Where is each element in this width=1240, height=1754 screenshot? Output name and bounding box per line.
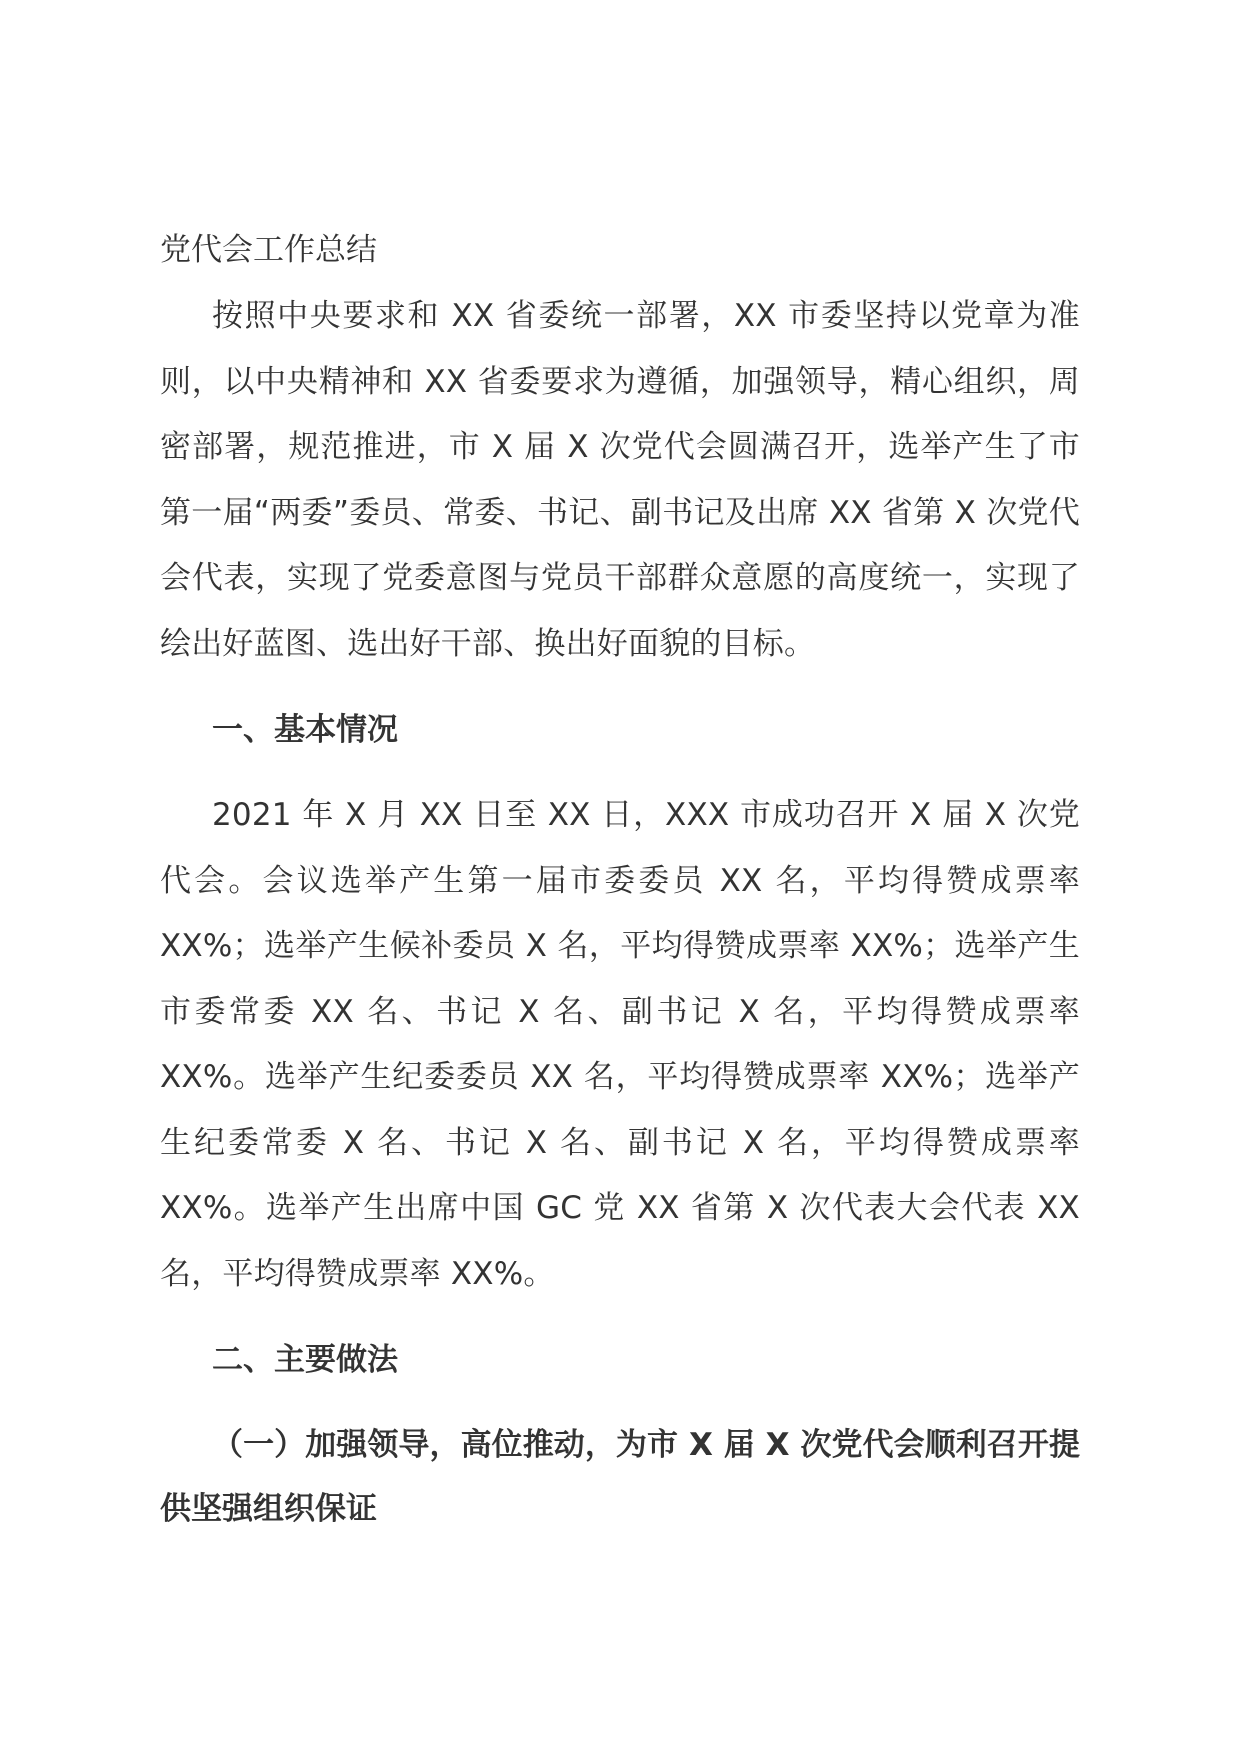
- subsection-heading-leadership: （一）加强领导，高位推动，为市 X 届 X 次党代会顺利召开提供坚强组织保证: [160, 1427, 1080, 1527]
- document-body: [160, 218, 1080, 1541]
- document-title: 党代会工作总结: [160, 232, 377, 268]
- section-heading-main-practices: 二、主要做法: [212, 1342, 398, 1378]
- intro-paragraph: 按照中央要求和 XX 省委统一部署，XX 市委坚持以党章为准则，以中央精神和 XX 省委要求为遵循，加强领导，精心组织，周密部署，规范推进，市 X 届 X 次党代会圆满召开，选举产生了市第一届“两委”委员、常委、书记、副书记及出席 XX 省第 X 次党代会代表，实现了党委意图与党员干部群众意愿的高度统一，实现了绘出好蓝图、选出好干部、换出好面貌的目标。: [160, 298, 1080, 662]
- section-heading-basic-situation: 一、基本情况: [212, 712, 398, 748]
- basic-situation-paragraph: 2021 年 X 月 XX 日至 XX 日，XXX 市成功召开 X 届 X 次党代会。会议选举产生第一届市委委员 XX 名，平均得赞成票率 XX%；选举产生候补委员 X 名，平均得赞成票率 XX%；选举产生市委常委 XX 名、书记 X 名、副书记 X 名，平均得赞成票率 XX%。选举产生纪委委员 XX 名，平均得赞成票率 XX%；选举产生纪委常委 X 名、书记 X 名、副书记 X 名，平均得赞成票率 XX%。选举产生出席中国 GC 党 XX 省第 X 次代表大会代表 XX 名，平均得赞成票率 XX%。: [160, 797, 1080, 1292]
